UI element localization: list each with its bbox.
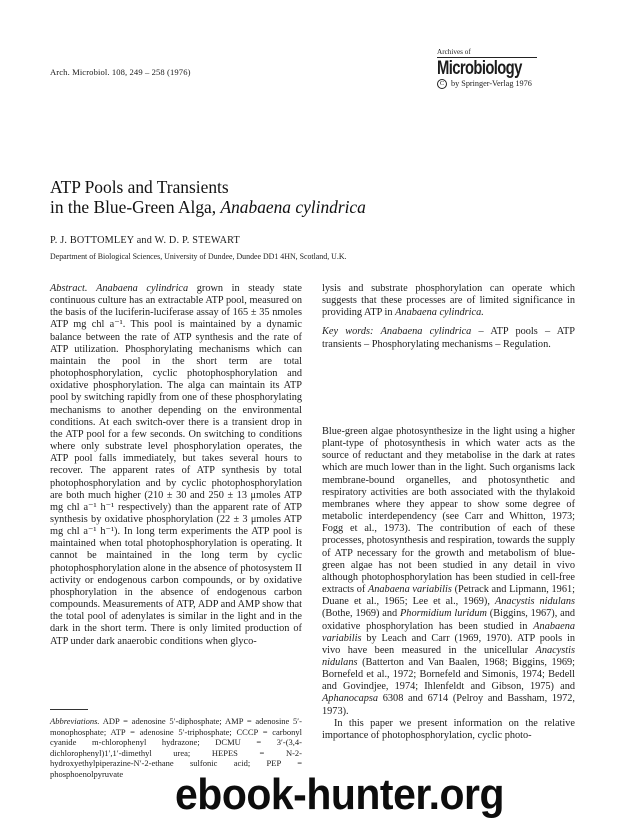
affiliation: Department of Biological Sciences, University of Dundee, Dundee DD1 4HN, Scotland, U.K. (50, 252, 347, 261)
abstract-label: Abstract. (50, 283, 88, 294)
keywords (322, 326, 575, 350)
introduction-column (322, 426, 575, 742)
authors: P. J. BOTTOMLEY and W. D. P. STEWART (50, 235, 240, 246)
abstract-continuation-column (322, 283, 575, 351)
abstract-body: grown in steady state continuous culture has an extractable ATP pool, measured on the basis of the luciferin-luciferase assay of 165 ± 35 nmoles ATP mg chl a⁻¹. This pool is maintained by a dynamic balance between the rate of ATP synthesis and the rate of ATP utilization. Phosphorylating mechanisms which can maintain the pool in the short term are total photophosphorylation, cyclic photophosphorylation and oxidative phosphorylation. The alga can maintain its ATP pool by switching rapidly from one of these phosphorylating mechanisms to another depending on the environmental conditions. At each switch-over there is a transient drop in the ATP pool for a few seconds. On switching to conditions where only substrate level phosphorylation operates, the ATP pool falls immediately, but takes several hours to recover. The apparent rates of ATP synthesis by total photophosphorylation and by cyclic photophosphorylation are both much higher (210 ± 30 and 250 ± 13 μmoles ATP mg chl a⁻¹ h⁻¹ respectively) than the apparent rate of ATP synthesis by oxidative phosphorylation (22 ± 3 μmoles ATP mg chl a⁻¹ h⁻¹). In long term experiments the ATP pool is maintained when total photophosphorylation is operating. It cannot be maintained in the long term by cyclic photophosphorylation alone in the absence of photosystem II activity or endogenous carbon compounds, or by oxidative phosphorylation in the absence of endogenous carbon compounds. Measurements of ATP, ADP and AMP show that the total pool of adenylates is similar in the light and in the dark in the short term. There is only limited production of ATP under dark anaerobic conditions when glyco- (50, 283, 303, 647)
watermark-text: ebook-hunter.org (175, 770, 505, 819)
journal-label-small: Archives of (437, 48, 537, 58)
journal-masthead (437, 48, 577, 89)
abbreviations-text: ADP = adenosine 5′-diphosphate; AMP = adenosine 5′-monophosphate; ATP = adenosine 5′-triphosphate; CCCP = carbonyl cyanide m-chlorophenyl hydrazone; DCMU = 3′-(3,4-dichlorophenyl)1′,1′-dimethyl urea; HEPES = N-2-hydroxyethylpiperazine-N′-2-ethane sulfonic acid; PEP = phosphoenolpyruvate (50, 716, 302, 779)
intro-paragraph-2: In this paper we present information on the relative importance of photophosphorylation, cyclic photo- (322, 717, 575, 741)
title-line-2: in the Blue-Green Alga, Anabaena cylindrica (50, 197, 366, 217)
keywords-label: Key words: (322, 326, 374, 338)
article-title (50, 177, 366, 217)
footnote-divider (50, 709, 88, 710)
species-name: Aphanocapsa (322, 693, 379, 705)
species-name: Anabaena variabilis (367, 584, 452, 596)
species-name: Phormidium luridum (400, 608, 487, 620)
intro-paragraph-1: Blue-green algae photosynthesize in the light using a higher plant-type of photosynthesis in which water acts as the source of reductant and they metabolise in the dark at rates which are much lower than in the light. Such organisms lack membrane-bound organelles, and photosynthetic and respiratory activities are both associated with the thylakoid membranes where they appear to show some degree of metabolic interdependency (see Carr and Whitton, 1973; Fogg et al., 1973). The contribution of each of these processes, photosynthesis and respiration, towards the supply of ATP necessary for the growth and metabolism of blue-green algae has not been studied in any detail in vivo although photophosphorylation has been studied in cell-free extracts of Anabaena variabilis (Petrack and Lipmann, 1961; Duane et al., 1965; Lee et al., 1969), Anacystis nidulans (Bothe, 1969) and Phormidium luridum (Biggins, 1967), and oxidative phosphorylation has been studied in Anabaena variabilis by Leach and Carr (1969, 1970). ATP pools in vivo have been measured in the unicellular Anacystis nidulans (Batterton and Van Baalen, 1968; Biggins, 1969; Bornefeld et al., 1972; Bornefeld and Simonis, 1974; Bedell and Govindjee, 1974; Ihlenfeldt and Gibson, 1975) and Aphanocapsa 6308 and 6714 (Pelroy and Bassham, 1972, 1973). (322, 426, 576, 717)
abbreviations-label: Abbreviations. (50, 716, 100, 726)
species-name: Anacystis nidulans (494, 596, 575, 608)
species-name: Anacystis nidulans (322, 644, 575, 668)
continuation-species: Anabaena cylindrica. (395, 307, 484, 319)
abstract-continuation: lysis and substrate phosphorylation can operate which suggests that these processes are of limited significance in providing ATP in Anabaena cylindrica. (322, 283, 575, 319)
title-line-1: ATP Pools and Transients (50, 177, 229, 197)
keywords-list: – ATP pools – ATP transients – Phosphorylating mechanisms – Regulation. (322, 326, 576, 350)
title-species: Anabaena cylindrica (220, 197, 366, 217)
keywords-species: Anabaena cylindrica (380, 326, 472, 338)
abstract-species: Anabaena cylindrica (96, 283, 189, 294)
abstract-paragraph (50, 283, 302, 648)
copyright-line (437, 79, 577, 89)
copyright-text: by Springer-Verlag 1976 (451, 79, 532, 88)
journal-logo: Microbiology (437, 58, 522, 79)
copyright-icon: C (437, 79, 447, 89)
species-name: Anabaena variabilis (322, 620, 576, 644)
journal-citation: Arch. Microbiol. 108, 249 – 258 (1976) (50, 67, 191, 77)
abstract-column (50, 283, 302, 648)
